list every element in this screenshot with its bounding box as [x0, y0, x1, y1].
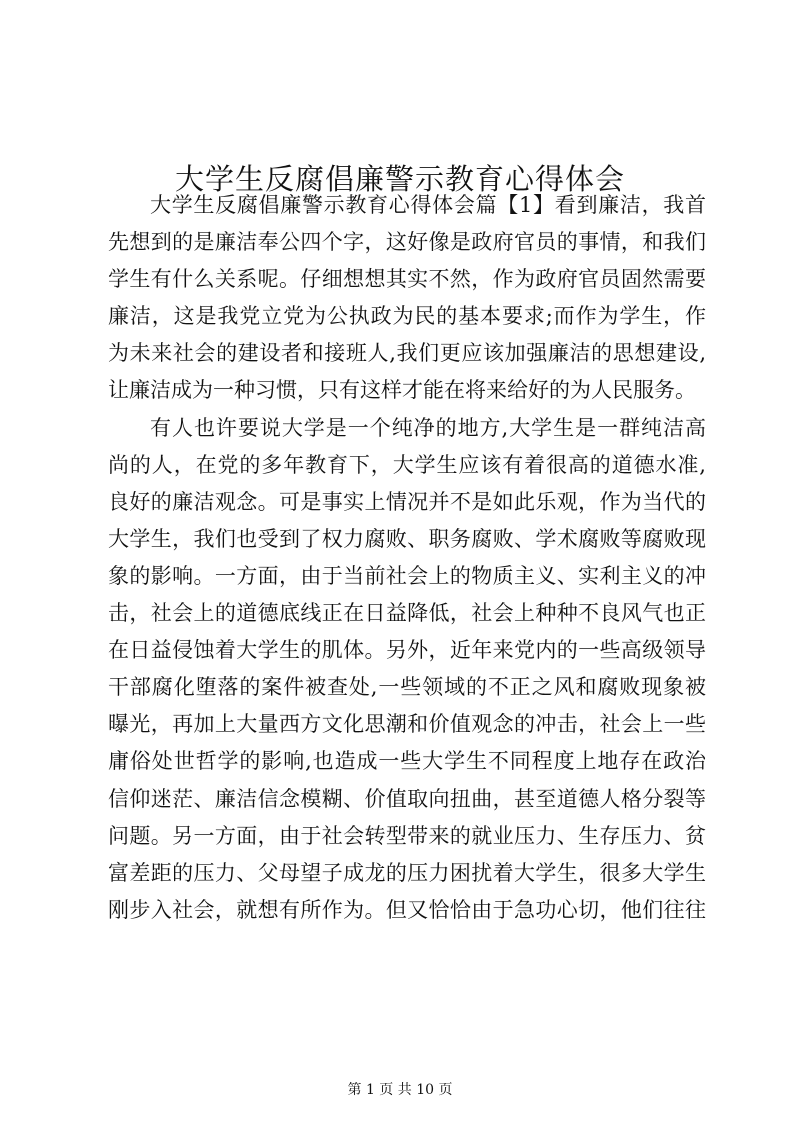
- text-line: 信仰迷茫、廉洁信念模糊、价值取向扭曲，甚至道德人格分裂等: [108, 786, 706, 811]
- text-line: 廉洁，这是我党立党为公执政为民的基本要求;而作为学生，作: [108, 304, 706, 329]
- text-line: 刚步入社会，就想有所作为。但又恰恰由于急功心切，他们往往: [108, 897, 706, 922]
- text-line: 让廉洁成为一种习惯，只有这样才能在将来给好的为人民服务。: [108, 378, 696, 403]
- text-line: 曝光，再加上大量西方文化思潮和价值观念的冲击，社会上一些: [108, 712, 706, 737]
- document-title: 大学生反腐倡廉警示教育心得体会: [174, 162, 625, 197]
- text-line: 大学生反腐倡廉警示教育心得体会篇【1】看到廉洁，我首: [150, 193, 706, 217]
- paragraph-2: [108, 410, 706, 929]
- text-line: 干部腐化堕落的案件被查处,一些领域的不正之风和腐败现象被: [108, 675, 706, 700]
- text-line: 为未来社会的建设者和接班人,我们更应该加强廉洁的思想建设,: [108, 341, 706, 366]
- text-line: 庸俗处世哲学的影响,也造成一些大学生不同程度上地存在政治: [108, 749, 706, 774]
- text-line: 有人也许要说大学是一个纯净的地方,大学生是一群纯洁高: [150, 415, 706, 440]
- paragraph-1: [108, 187, 706, 410]
- document-body: [108, 187, 706, 929]
- text-line: 问题。另一方面，由于社会转型带来的就业压力、生存压力、贫: [108, 823, 706, 848]
- text-line: 尚的人，在党的多年教育下，大学生应该有着很高的道德水准,: [108, 452, 706, 477]
- page-footer: 第 1 页 共 10 页: [347, 1082, 453, 1098]
- text-line: 击，社会上的道德底线正在日益降低，社会上种种不良风气也正: [108, 601, 706, 626]
- text-line: 良好的廉洁观念。可是事实上情况并不是如此乐观，作为当代的: [108, 489, 706, 514]
- text-line: 在日益侵蚀着大学生的肌体。另外，近年来党内的一些高级领导: [108, 638, 706, 663]
- text-line: 学生有什么关系呢。仔细想想其实不然，作为政府官员固然需要: [108, 267, 706, 292]
- text-line: 富差距的压力、父母望子成龙的压力困扰着大学生，很多大学生: [108, 860, 706, 885]
- text-line: 象的影响。一方面，由于当前社会上的物质主义、实利主义的冲: [108, 563, 706, 588]
- text-line: 先想到的是廉洁奉公四个字，这好像是政府官员的事情，和我们: [108, 230, 706, 255]
- text-line: 大学生，我们也受到了权力腐败、职务腐败、学术腐败等腐败现: [108, 526, 706, 551]
